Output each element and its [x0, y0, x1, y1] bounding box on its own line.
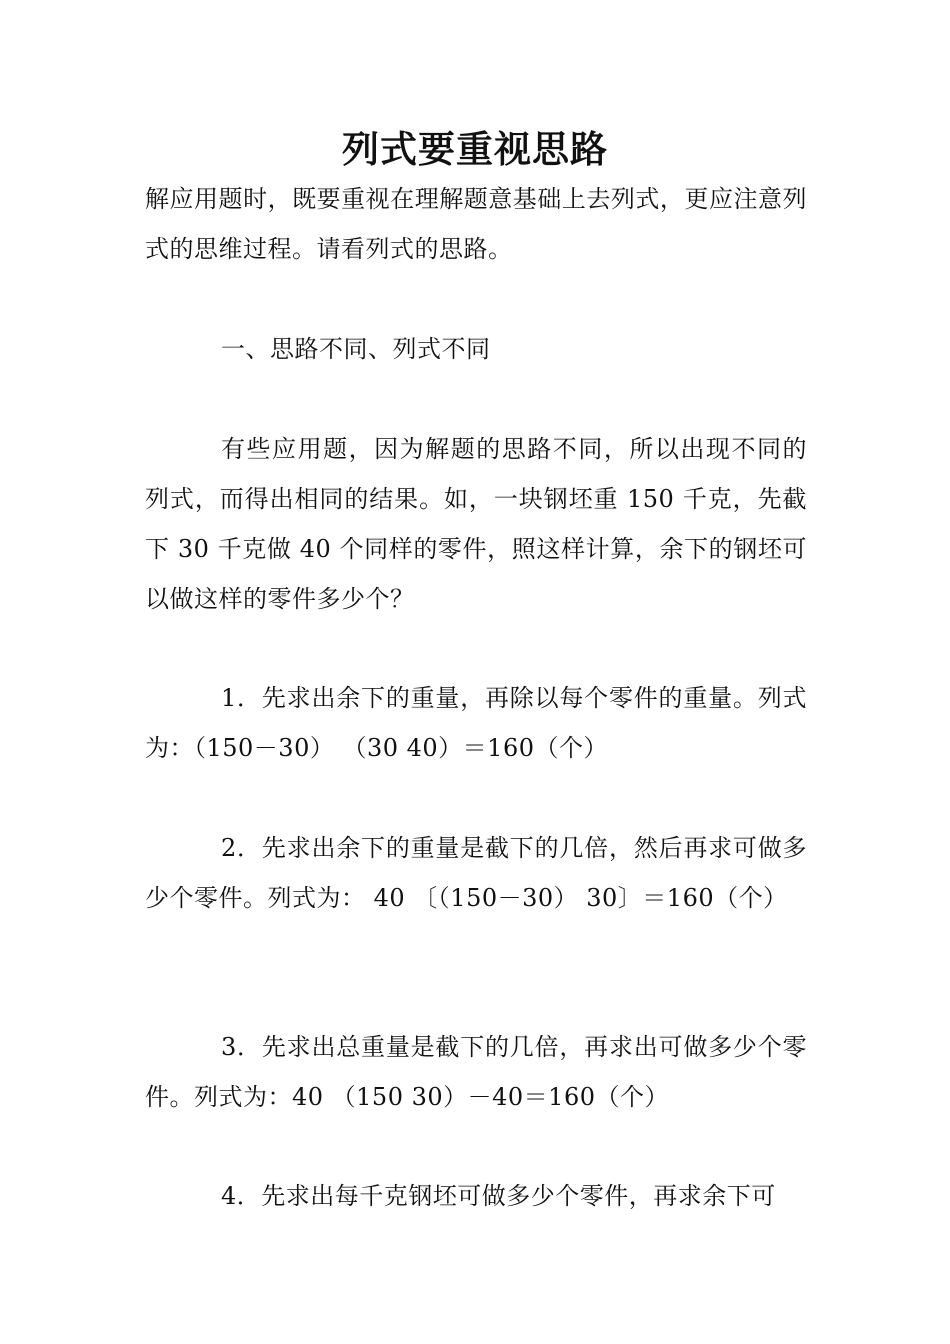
method-2-paragraph: 2．先求出余下的重量是截下的几倍，然后再求可做多少个零件。列式为： 40 〔（150－30） 30〕＝160（个） — [145, 834, 807, 912]
method-1-paragraph: 1．先求出余下的重量，再除以每个零件的重量。列式为：（150－30） （30 40）＝160（个） — [145, 684, 807, 762]
method-4-paragraph: 4．先求出每千克钢坯可做多少个零件，再求余下可 — [221, 1182, 776, 1210]
section-heading: 一、思路不同、列式不同 — [221, 335, 491, 363]
problem-paragraph: 有些应用题，因为解题的思路不同，所以出现不同的列式，而得出相同的结果。如，一块钢坯重 150 千克，先截下 30 千克做 40 个同样的零件，照这样计算，余下的钢坯可以做这样的零件多少个？ — [145, 435, 807, 613]
intro-paragraph: 解应用题时，既要重视在理解题意基础上去列式，更应注意列式的思维过程。请看列式的思路。 — [145, 185, 807, 263]
page-title: 列式要重视思路 — [342, 128, 608, 171]
method-3-paragraph: 3．先求出总重量是截下的几倍，再求出可做多少个零件。列式为：40 （150 30）－40＝160（个） — [145, 1033, 807, 1111]
